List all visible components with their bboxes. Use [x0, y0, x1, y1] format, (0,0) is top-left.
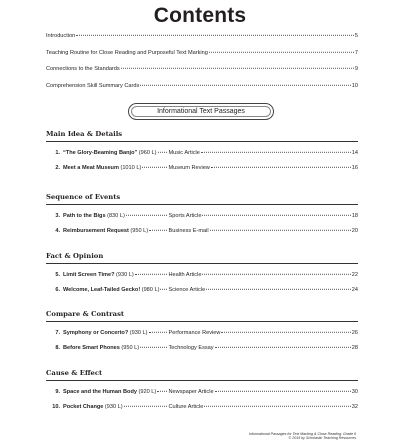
- entry-lexile: (930 L): [129, 329, 148, 336]
- leader-dots: [149, 331, 168, 332]
- page-number: 24: [351, 287, 358, 294]
- toc-entry[interactable]: [51, 389, 358, 395]
- entry-genre: Culture Article: [168, 404, 204, 411]
- page-number: 5: [354, 33, 358, 39]
- leader-dots: [126, 214, 167, 215]
- page-number: 30: [351, 388, 358, 395]
- entry-genre: Sports Article: [168, 212, 202, 219]
- entry-title: Welcome, Leaf-Tailed Gecko!: [63, 287, 141, 294]
- leader-dots: [140, 85, 351, 86]
- front-matter-label: Teaching Routine for Close Reading and Purposeful Text Marking: [46, 49, 208, 56]
- front-matter-row[interactable]: [46, 50, 358, 56]
- front-matter-label: Introduction: [46, 33, 76, 39]
- entry-title: Pocket Change: [63, 404, 104, 411]
- page-footer: [249, 432, 356, 441]
- entry-number: 7.: [55, 329, 60, 336]
- page-number: 18: [351, 212, 358, 219]
- page-number: 7: [354, 49, 358, 56]
- entry-lexile: (930 L): [104, 404, 123, 411]
- toc-entry[interactable]: [51, 213, 358, 219]
- page-number: 10: [351, 82, 358, 89]
- entry-genre: Newspaper Article: [168, 388, 214, 395]
- leader-dots: [158, 151, 167, 152]
- page-number: 14: [351, 149, 358, 156]
- page-number: 16: [351, 165, 358, 172]
- page-number: 20: [351, 228, 358, 235]
- leader-dots: [135, 273, 167, 274]
- entry-title: Path to the Bigs: [63, 212, 106, 219]
- entry-number: 8.: [55, 345, 60, 352]
- front-matter-label: Comprehension Skill Summary Cards: [46, 82, 140, 89]
- leader-dots: [157, 390, 167, 391]
- entry-title: “The Glory-Beaming Banjo”: [63, 149, 138, 156]
- page-title: Contents: [153, 4, 247, 27]
- leader-dots: [210, 230, 351, 231]
- entry-number: 10.: [52, 404, 60, 411]
- toc-entry[interactable]: [51, 228, 358, 234]
- entry-genre: Museum Review: [168, 165, 210, 172]
- entry-title: Space and the Human Body: [63, 388, 137, 395]
- entry-number: 6.: [55, 287, 60, 294]
- toc-entry[interactable]: [51, 287, 358, 293]
- page-number: 28: [351, 345, 358, 352]
- leader-dots: [76, 35, 354, 36]
- section-sequence: [46, 193, 358, 235]
- section-compare-contrast: [46, 310, 358, 352]
- front-matter-list: [46, 33, 358, 99]
- entry-genre: Science Article: [168, 287, 206, 294]
- leader-dots: [209, 51, 354, 52]
- entry-genre: Health Article: [168, 271, 202, 278]
- leader-dots: [124, 406, 167, 407]
- section-heading: Main Idea & Details: [46, 130, 123, 138]
- entry-number: 2.: [55, 165, 60, 172]
- page-number: 22: [351, 271, 358, 278]
- footer-book-title: Informational Passages for Text Marking & Close Reading: Grade 6: [248, 432, 356, 436]
- page-number: 26: [351, 329, 358, 336]
- section-heading: Fact & Opinion: [46, 252, 104, 260]
- leader-dots: [204, 406, 350, 407]
- section-heading: Compare & Contrast: [46, 310, 125, 318]
- leader-dots: [142, 167, 167, 168]
- front-matter-row[interactable]: [46, 33, 358, 39]
- entry-lexile: (1010 L): [120, 165, 142, 172]
- part-heading: Informational Text Passages: [157, 108, 245, 115]
- toc-entry[interactable]: [51, 272, 358, 278]
- leader-dots: [149, 230, 167, 231]
- leader-dots: [121, 68, 354, 69]
- front-matter-label: Connections to the Standards: [46, 66, 120, 73]
- leader-dots: [211, 167, 351, 168]
- entry-title: Limit Screen Time?: [63, 271, 115, 278]
- entry-number: 5.: [55, 271, 60, 278]
- entry-number: 9.: [55, 388, 60, 395]
- section-main-idea: [46, 130, 358, 172]
- entry-lexile: (980 L): [141, 287, 160, 294]
- part-heading-badge: [128, 103, 274, 120]
- front-matter-row[interactable]: [46, 66, 358, 72]
- entry-genre: Business E-mail: [168, 228, 209, 235]
- entry-number: 4.: [55, 228, 60, 235]
- page-number: 32: [351, 404, 358, 411]
- section-heading: Cause & Effect: [46, 369, 103, 377]
- toc-entry[interactable]: [51, 404, 358, 410]
- toc-entry[interactable]: [51, 345, 358, 351]
- section-heading: Sequence of Events: [46, 193, 121, 201]
- entry-lexile: (950 L): [130, 228, 149, 235]
- toc-entry[interactable]: [51, 150, 358, 156]
- footer-copyright: © 2015 by Scholastic Teaching Resources: [288, 436, 356, 441]
- leader-dots: [206, 289, 351, 290]
- entry-lexile: (960 L): [138, 149, 157, 156]
- entry-title: Symphony or Concerto?: [63, 329, 129, 336]
- leader-dots: [140, 347, 167, 348]
- entry-lexile: (920 L): [138, 388, 157, 395]
- page-number: 9: [354, 66, 358, 73]
- entry-title: Meet a Meat Museum: [63, 165, 119, 172]
- entry-title: Reimbursement Request: [63, 228, 129, 235]
- entry-title: Before Smart Phones: [63, 345, 120, 352]
- section-fact-opinion: [46, 252, 358, 294]
- leader-dots: [215, 390, 351, 391]
- entry-lexile: (950 L): [121, 345, 140, 352]
- entry-lexile: (830 L): [107, 212, 125, 219]
- section-cause-effect: [46, 369, 358, 411]
- leader-dots: [201, 151, 351, 152]
- leader-dots: [202, 214, 350, 215]
- leader-dots: [221, 331, 350, 332]
- leader-dots: [202, 273, 350, 274]
- entry-genre: Technology Essay: [168, 345, 214, 352]
- entry-lexile: (930 L): [116, 271, 134, 278]
- entry-number: 1.: [55, 149, 60, 156]
- entry-genre: Performance Review: [168, 329, 221, 336]
- entry-genre: Music Article: [168, 149, 200, 156]
- entry-number: 3.: [55, 212, 60, 219]
- toc-entry[interactable]: [51, 330, 358, 336]
- leader-dots: [215, 347, 351, 348]
- front-matter-row[interactable]: [46, 83, 358, 89]
- leader-dots: [160, 289, 167, 290]
- toc-entry[interactable]: [51, 165, 358, 171]
